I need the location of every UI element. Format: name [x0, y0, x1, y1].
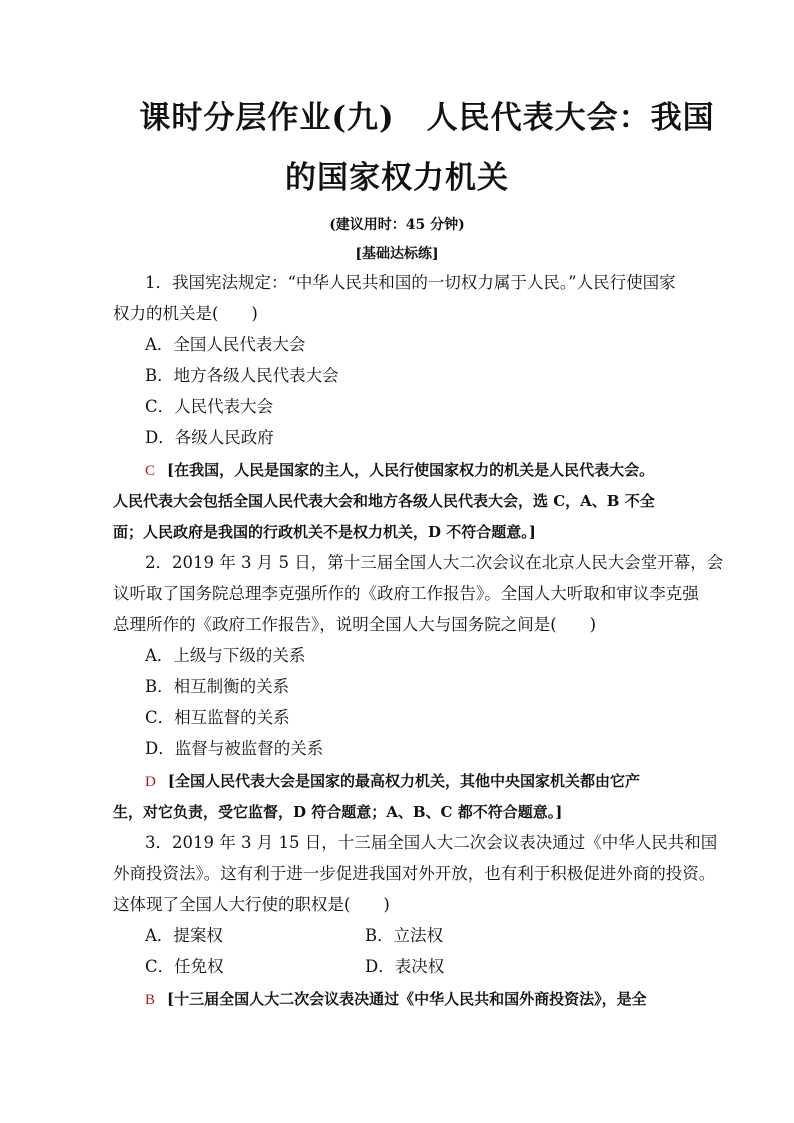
- q3-analysis-text-1: [十三届全国人大二次会议表决通过《中华人民共和国外商投资法》，是全: [167, 990, 647, 1008]
- q3-stem-line-3: 这体现了全国人大行使的职权是( ): [113, 895, 390, 914]
- q1-analysis-line-1: [145, 459, 715, 482]
- q2-analysis-line-2: 生，对它负责，受它监督，D 符合题意；A、B、C 都不符合题意。]: [113, 803, 563, 821]
- q2-option-b: B．相互制衡的关系: [145, 677, 290, 696]
- q2-stem-line-1: 2．2019 年 3 月 5 日，第十三届全国人大二次会议在北京人民大会堂开幕，会: [145, 553, 724, 572]
- section-heading: [基础达标练]: [355, 246, 439, 262]
- q1-analysis-text-1: [在我国，人民是国家的主人，人民行使国家权力的机关是人民代表大会。: [167, 461, 655, 479]
- q1-option-c: C．人民代表大会: [145, 397, 274, 416]
- page-title-line-2: 的国家权力机关: [285, 160, 509, 196]
- q1-stem-line-1: 1．我国宪法规定：“中华人民共和国的一切权力属于人民。”人民行使国家: [145, 273, 676, 292]
- q3-option-b: B．立法权: [365, 926, 444, 945]
- q3-stem-line-2: 外商投资法》。这有利于进一步促进我国对外开放，也有利于积极促进外商的投资。: [113, 864, 716, 883]
- q1-option-a: A．全国人民代表大会: [145, 335, 306, 354]
- q2-analysis-line-1: [145, 770, 715, 793]
- q3-analysis-line-1: [145, 988, 715, 1011]
- q2-analysis-text-1: [全国人民代表大会是国家的最高权力机关，其他中央国家机关都由它产: [167, 772, 640, 790]
- q2-option-c: C．相互监督的关系: [145, 708, 290, 727]
- q1-analysis-line-2: 人民代表大会包括全国人民代表大会和地方各级人民代表大会，选 C，A、B 不全: [113, 492, 655, 510]
- q2-option-d: D．监督与被监督的关系: [145, 739, 324, 758]
- q2-stem-line-3: 总理所作的《政府工作报告》，说明全国人大与国务院之间是( ): [113, 615, 597, 634]
- q2-answer-letter: D: [145, 774, 156, 790]
- q1-stem-line-2: 权力的机关是( ): [113, 304, 258, 323]
- q3-option-d: D．表决权: [365, 957, 445, 976]
- q1-answer-letter: C: [145, 463, 156, 479]
- q2-option-a: A．上级与下级的关系: [145, 646, 306, 665]
- q3-option-c: C．任免权: [145, 957, 224, 976]
- q3-stem-line-1: 3．2019 年 3 月 15 日，十三届全国人大二次会议表决通过《中华人民共和国: [145, 833, 718, 852]
- q3-option-a: A．提案权: [145, 926, 223, 945]
- q2-stem-line-2: 议听取了国务院总理李克强所作的《政府工作报告》。全国人大听取和审议李克强: [113, 584, 699, 603]
- q1-option-d: D．各级人民政府: [145, 428, 274, 447]
- q1-option-b: B．地方各级人民代表大会: [145, 366, 339, 385]
- q1-analysis-line-3: 面；人民政府是我国的行政机关不是权力机关，D 不符合题意。]: [113, 523, 536, 541]
- page-title-line-1: 课时分层作业(九) 人民代表大会：我国: [139, 100, 715, 136]
- suggested-time: (建议用时：45 分钟): [329, 217, 465, 233]
- q3-answer-letter: B: [145, 992, 156, 1008]
